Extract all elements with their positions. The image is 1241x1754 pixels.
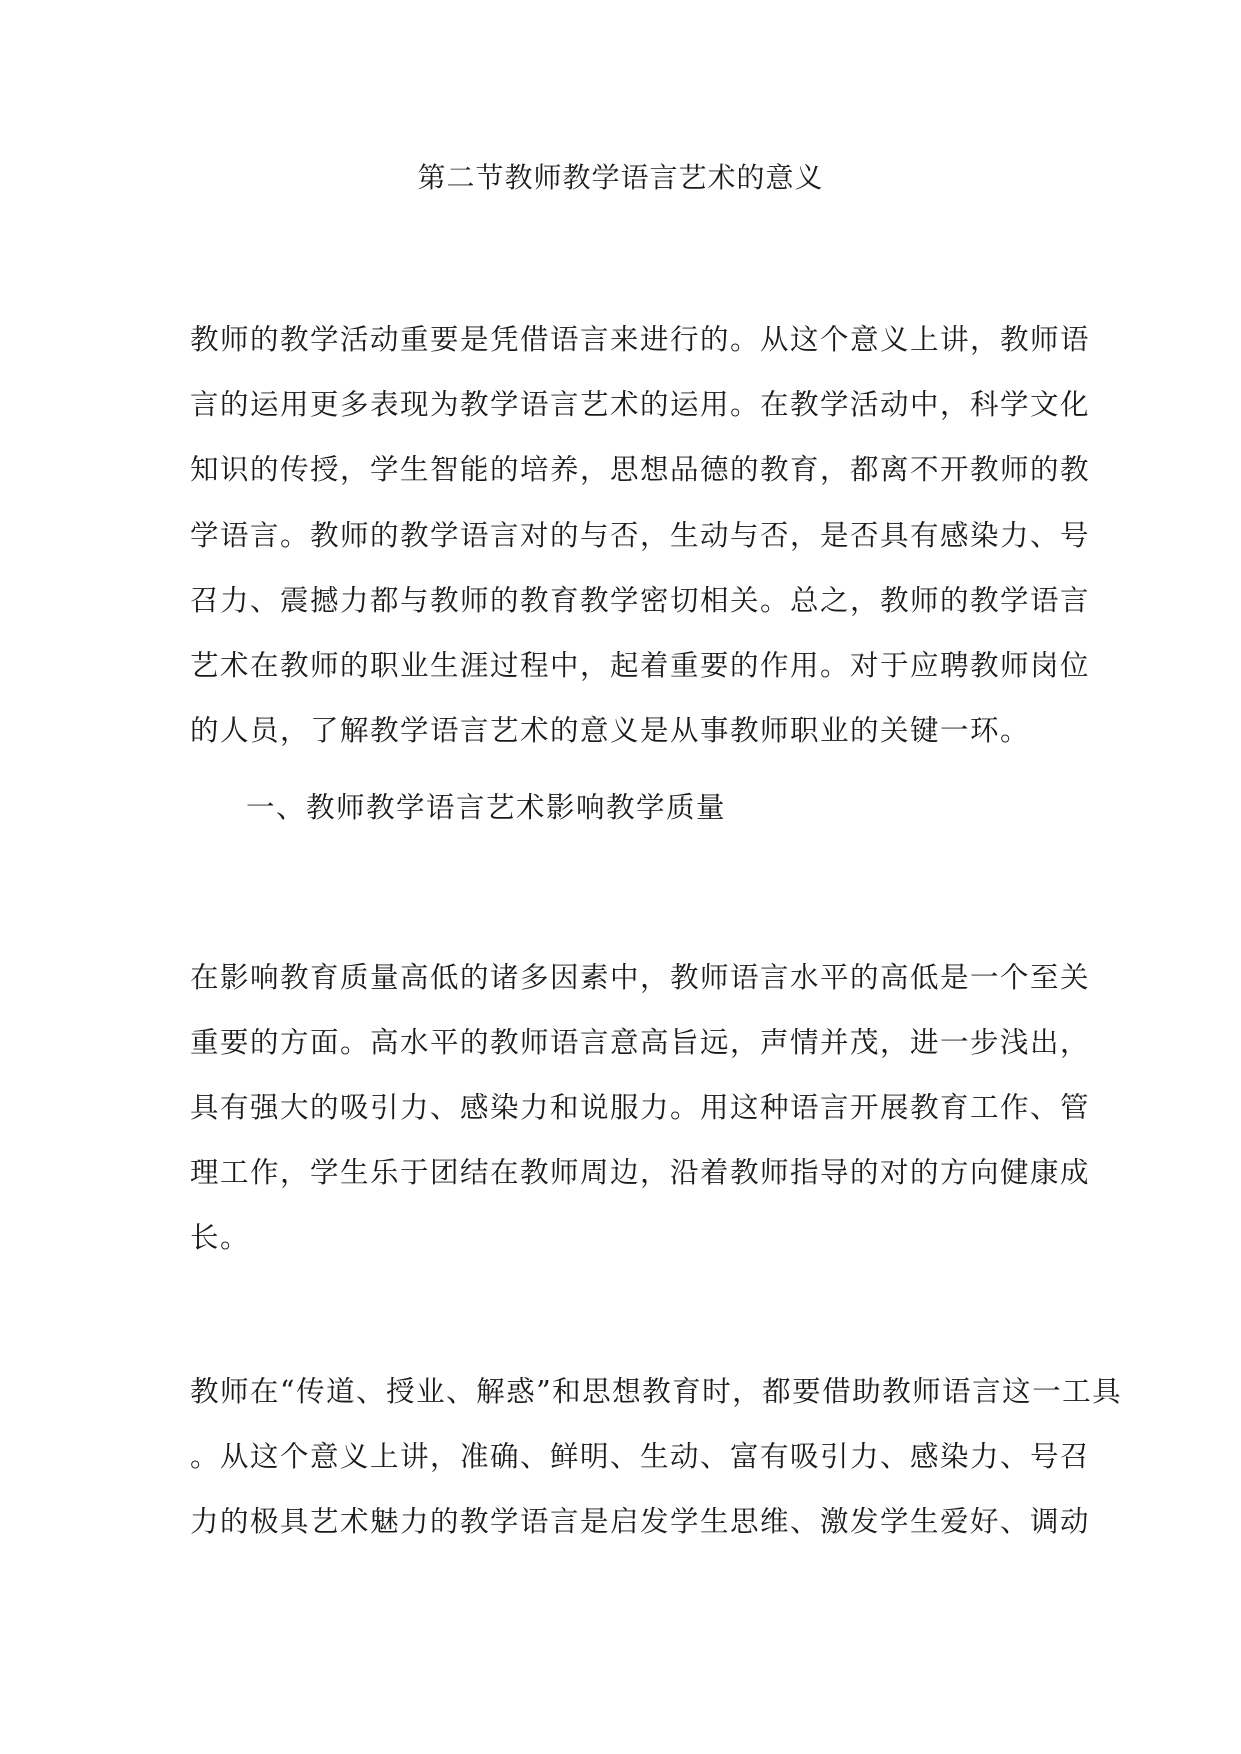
paragraph-1-line-7: 的人员，了解教学语言艺术的意义是从事教师职业的关键一环。: [190, 714, 1031, 747]
paragraph-2-line-4: 理工作，学生乐于团结在教师周边，沿着教师指导的对的方向健康成: [190, 1156, 1091, 1189]
paragraph-1-line-1: 教师的教学活动重要是凭借语言来进行的。从这个意义上讲，教师语: [190, 323, 1091, 356]
paragraph-1-line-2: 言的运用更多表现为教学语言艺术的运用。在教学活动中，科学文化: [190, 388, 1091, 421]
section-heading: 一、教师教学语言艺术影响教学质量: [246, 791, 727, 824]
paragraph-1-line-3: 知识的传授，学生智能的培养，思想品德的教育，都离不开教师的教: [190, 453, 1091, 486]
paragraph-2-line-2: 重要的方面。高水平的教师语言意高旨远，声情并茂，进一步浅出，: [190, 1026, 1091, 1059]
paragraph-2-line-3: 具有强大的吸引力、感染力和说服力。用这种语言开展教育工作、管: [190, 1091, 1091, 1124]
paragraph-1-line-4: 学语言。教师的教学语言对的与否，生动与否，是否具有感染力、号: [190, 519, 1091, 552]
paragraph-3-line-2: 。从这个意义上讲，准确、鲜明、生动、富有吸引力、感染力、号召: [190, 1440, 1091, 1473]
paragraph-1-line-5: 召力、震撼力都与教师的教育教学密切相关。总之，教师的教学语言: [190, 584, 1091, 617]
paragraph-2-line-1: 在影响教育质量高低的诸多因素中，教师语言水平的高低是一个至关: [190, 961, 1091, 994]
paragraph-1-line-6: 艺术在教师的职业生涯过程中，起着重要的作用。对于应聘教师岗位: [190, 649, 1091, 682]
paragraph-3-line-3: 力的极具艺术魅力的教学语言是启发学生思维、激发学生爱好、调动: [190, 1505, 1091, 1538]
paragraph-3-line-1: 教师在“传道、授业、解惑”和思想教育时，都要借助教师语言这一工具: [190, 1375, 1123, 1408]
page-title: 第二节教师教学语言艺术的意义: [417, 161, 824, 194]
paragraph-2-line-5: 长。: [190, 1221, 251, 1254]
